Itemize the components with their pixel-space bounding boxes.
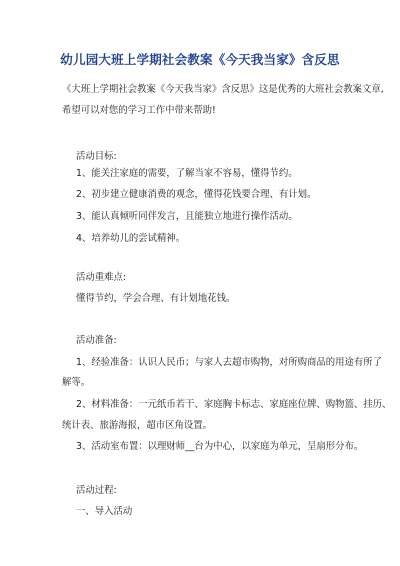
preparation-item-1-line-2: 解等。 (62, 377, 91, 388)
process-heading: 活动过程: (76, 485, 117, 496)
preparation-item-2-line-1: 2、材料准备：一元纸币若干、家庭胸卡标志、家庭座位牌、购物篮、挂历、 (76, 399, 392, 410)
intro-line-2: 希望可以对您的学习工作中带来帮助! (62, 105, 216, 116)
key-points-text: 懂得节约，学会合理、有计划地花钱。 (76, 293, 236, 304)
preparation-item-2-line-2: 统计表、旅游海报，超市区角设置。 (62, 420, 213, 431)
preparation-item-3: 3、活动室布置：以理财师__台为中心，以家庭为单元，呈扇形分布。 (76, 441, 364, 452)
goal-item-4: 4、培养幼儿的尝试精神。 (76, 233, 186, 244)
goal-item-3: 3、能认真倾听同伴发言，且能独立地进行操作活动。 (76, 211, 298, 222)
process-step-1: 一、导入活动 (76, 506, 133, 517)
key-points-heading: 活动重难点: (76, 272, 127, 283)
preparation-heading: 活动准备: (76, 335, 117, 346)
document-title: 幼儿园大班上学期社会教案《今天我当家》含反思 (60, 52, 340, 67)
preparation-item-1-line-1: 1、经验准备：认识人民币；与家人去超市购物，对所购商品的用途有所了 (76, 357, 382, 368)
goals-heading: 活动目标: (76, 151, 117, 162)
goal-item-2: 2、初步建立健康消费的观念，懂得花钱要合理、有计划。 (76, 189, 317, 200)
intro-line-1: 《大班上学期社会教案《今天我当家》含反思》这是优秀的大班社会教案文章, (62, 84, 384, 95)
goal-item-1: 1、能关注家庭的需要，了解当家不容易，懂得节约。 (76, 168, 298, 179)
